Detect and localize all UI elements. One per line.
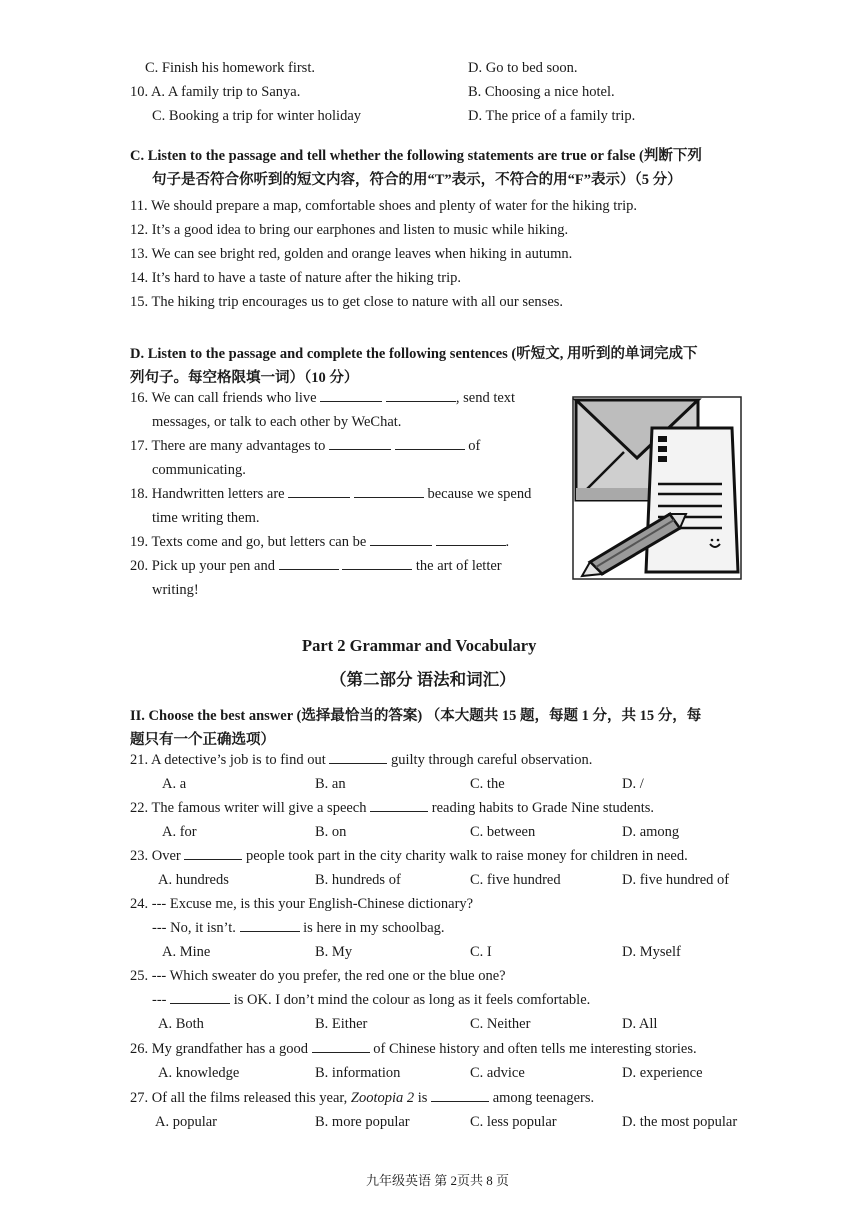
q22-option-a: A. for xyxy=(162,824,197,840)
q17-text: 17. There are many advantages to xyxy=(130,438,326,454)
q24-line-1: 24. --- Excuse me, is this your English-Chinese dictionary? xyxy=(130,896,474,912)
q26-blank[interactable] xyxy=(312,1041,370,1053)
q25-option-b: B. Either xyxy=(315,1016,368,1032)
letter-envelope-pencil-illustration xyxy=(572,396,742,580)
q18-blank-2[interactable] xyxy=(354,486,424,498)
q27-tail: among teenagers. xyxy=(492,1090,595,1106)
q27-blank[interactable] xyxy=(431,1090,489,1102)
letter-paper-icon xyxy=(646,428,738,572)
page-footer: 九年级英语 第 2页共 8 页 xyxy=(366,1173,510,1188)
q21-stem xyxy=(130,752,592,769)
q10-option-d: D. The price of a family trip. xyxy=(468,108,636,124)
q21-option-c: C. the xyxy=(470,776,505,792)
q25-tail: is OK. I don’t mind the colour as long as it feels comfortable. xyxy=(233,992,591,1008)
q24-option-c: C. I xyxy=(470,944,492,960)
q27-stem xyxy=(130,1090,594,1107)
q22-option-c: C. between xyxy=(470,824,536,840)
q27-option-a: A. popular xyxy=(155,1114,218,1130)
part2-title: Part 2 Grammar and Vocabulary xyxy=(302,636,537,655)
q26-stem xyxy=(130,1041,697,1058)
q21-text: 21. A detective’s job is to find out xyxy=(130,752,326,768)
q24-option-a: A. Mine xyxy=(162,944,211,960)
q24-line-2 xyxy=(152,920,445,937)
q25-blank[interactable] xyxy=(170,992,230,1004)
q18-line xyxy=(130,486,531,503)
q16-blank-1[interactable] xyxy=(320,390,382,402)
q19-tail: . xyxy=(505,534,510,550)
q26-tail: of Chinese history and often tells me interesting stories. xyxy=(373,1041,697,1057)
q23-option-c: C. five hundred xyxy=(470,872,561,888)
q17-blank-2[interactable] xyxy=(395,438,465,450)
q27-text: 27. Of all the films released this year, xyxy=(130,1090,348,1106)
q20-line xyxy=(130,558,502,575)
q17-blank-1[interactable] xyxy=(329,438,391,450)
q27-option-c: C. less popular xyxy=(470,1114,557,1130)
q22-stem xyxy=(130,800,654,817)
q19-blank-1[interactable] xyxy=(370,534,432,546)
q16-text: 16. We can call friends who live xyxy=(130,390,317,406)
q21-option-d: D. / xyxy=(622,776,644,792)
q19-blank-2[interactable] xyxy=(436,534,506,546)
q25-option-d: D. All xyxy=(622,1016,658,1032)
statement-15: 15. The hiking trip encourages us to get close to nature with all our senses. xyxy=(130,294,564,310)
q20-cont: writing! xyxy=(152,582,199,598)
q25-text: --- xyxy=(152,992,167,1008)
q21-option-b: B. an xyxy=(315,776,346,792)
q20-text: 20. Pick up your pen and xyxy=(130,558,275,574)
q26-option-c: C. advice xyxy=(470,1065,525,1081)
q20-tail: the art of letter xyxy=(415,558,502,574)
q27-film-title: Zootopia 2 xyxy=(350,1090,415,1106)
q22-option-b: B. on xyxy=(315,824,347,840)
q20-blank-2[interactable] xyxy=(342,558,412,570)
q24-option-b: B. My xyxy=(315,944,353,960)
q26-text: 26. My grandfather has a good xyxy=(130,1041,308,1057)
q27-option-d: D. the most popular xyxy=(622,1114,738,1130)
q22-blank[interactable] xyxy=(370,800,428,812)
q19-line xyxy=(130,534,509,551)
q24-text: --- No, it isn’t. xyxy=(152,920,236,936)
q10-option-a: 10. A. A family trip to Sanya. xyxy=(130,84,301,100)
q20-blank-1[interactable] xyxy=(279,558,339,570)
section-ii-instruction: II. Choose the best answer (选择最恰当的答案) （本大题共 15 题，每题 1 分，共 15 分，每 xyxy=(130,708,702,724)
statement-11: 11. We should prepare a map, comfortable shoes and plenty of water for the hiking trip. xyxy=(130,198,637,214)
q19-text: 19. Texts come and go, but letters can be xyxy=(130,534,367,550)
part2-subtitle: （第二部分 语法和词汇） xyxy=(330,670,516,689)
q22-tail: reading habits to Grade Nine students. xyxy=(431,800,655,816)
section-d-instruction: D. Listen to the passage and complete the following sentences (听短文, 用听到的单词完成下 xyxy=(130,346,698,362)
section-c-instruction-cont: 句子是否符合你听到的短文内容，符合的用“T”表示，不符合的用“F”表示）（5 分） xyxy=(152,172,682,188)
q23-tail: people took part in the city charity walk to raise money for children in need. xyxy=(246,848,688,864)
q26-option-a: A. knowledge xyxy=(158,1065,240,1081)
q22-text: 22. The famous writer will give a speech xyxy=(130,800,367,816)
q26-option-b: B. information xyxy=(315,1065,401,1081)
q17-line xyxy=(130,438,480,455)
q18-blank-1[interactable] xyxy=(288,486,350,498)
statement-13: 13. We can see bright red, golden and orange leaves when hiking in autumn. xyxy=(130,246,573,262)
q27-is: is xyxy=(417,1090,428,1106)
q25-option-a: A. Both xyxy=(158,1016,204,1032)
q23-text: 23. Over xyxy=(130,848,181,864)
q25-option-c: C. Neither xyxy=(470,1016,531,1032)
q16-line xyxy=(130,390,515,407)
q23-option-b: B. hundreds of xyxy=(315,872,401,888)
q18-cont: time writing them. xyxy=(152,510,260,526)
section-c-instruction: C. Listen to the passage and tell whether the following statements are true or false (判断下列 xyxy=(130,148,702,164)
q17-tail: of xyxy=(468,438,481,454)
q16-cont: messages, or talk to each other by WeChat. xyxy=(152,414,402,430)
section-d-instruction-cont: 列句子。每空格限填一词）（10 分） xyxy=(130,370,359,386)
q24-blank[interactable] xyxy=(240,920,300,932)
q24-tail: is here in my schoolbag. xyxy=(303,920,445,936)
q17-cont: communicating. xyxy=(152,462,246,478)
q10-option-c: C. Booking a trip for winter holiday xyxy=(152,108,362,124)
q25-line-1: 25. --- Which sweater do you prefer, the red one or the blue one? xyxy=(130,968,506,984)
q21-option-a: A. a xyxy=(162,776,187,792)
q23-option-d: D. five hundred of xyxy=(622,872,730,888)
q16-tail: , send text xyxy=(455,390,516,406)
q23-option-a: A. hundreds xyxy=(158,872,229,888)
q9-option-c: C. Finish his homework first. xyxy=(145,60,315,76)
q23-stem xyxy=(130,848,688,865)
q18-tail: because we spend xyxy=(427,486,532,502)
q25-line-2 xyxy=(152,992,590,1009)
q10-option-b: B. Choosing a nice hotel. xyxy=(468,84,615,100)
q26-option-d: D. experience xyxy=(622,1065,703,1081)
q18-text: 18. Handwritten letters are xyxy=(130,486,285,502)
q22-option-d: D. among xyxy=(622,824,680,840)
section-ii-instruction-cont: 题只有一个正确选项） xyxy=(130,732,275,748)
q23-blank[interactable] xyxy=(184,848,242,860)
statement-12: 12. It’s a good idea to bring our earphones and listen to music while hiking. xyxy=(130,222,569,238)
q24-option-d: D. Myself xyxy=(622,944,681,960)
q27-option-b: B. more popular xyxy=(315,1114,410,1130)
q9-option-d: D. Go to bed soon. xyxy=(468,60,578,76)
q16-blank-2[interactable] xyxy=(386,390,456,402)
statement-14: 14. It’s hard to have a taste of nature after the hiking trip. xyxy=(130,270,461,286)
q21-blank[interactable] xyxy=(329,752,387,764)
q21-tail: guilty through careful observation. xyxy=(391,752,593,768)
